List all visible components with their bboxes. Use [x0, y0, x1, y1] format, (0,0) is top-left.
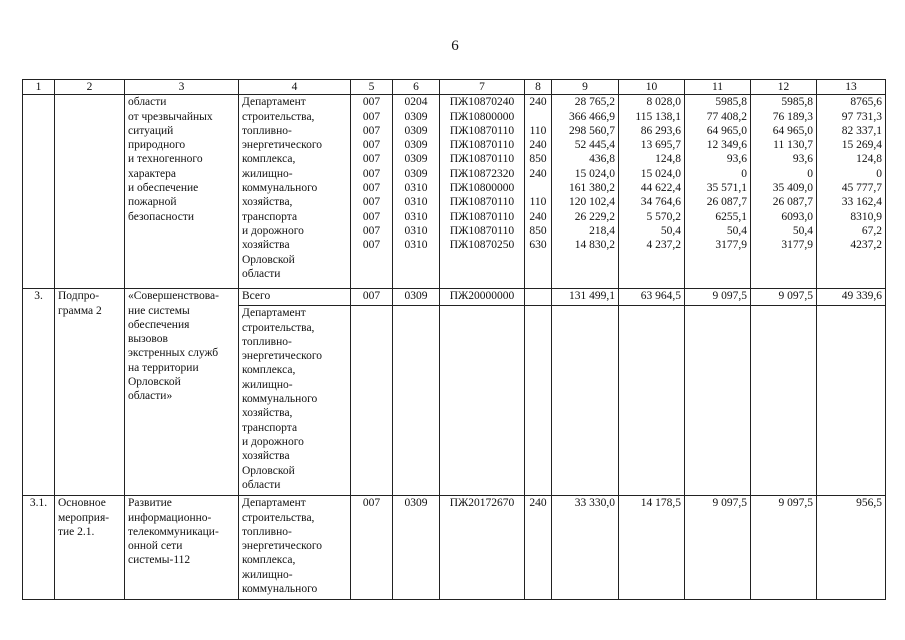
cell-line: 0204: [404, 96, 428, 109]
cell-line: телекоммуникаци-: [128, 525, 219, 538]
cell-col12: 9 097,5: [751, 496, 817, 600]
cell-line: 50,4: [792, 224, 813, 237]
cell-line: 007: [362, 153, 381, 166]
cell-csr: [440, 306, 525, 496]
cell-line: 26 087,7: [706, 196, 747, 209]
table-row: [23, 496, 886, 600]
cell-line: 8 028,0: [646, 96, 681, 109]
column-header: 3: [125, 80, 239, 95]
cell-line: строительства,: [242, 321, 315, 334]
cell-line: коммунального: [242, 583, 318, 596]
cell-line: ПЖ10870110: [449, 139, 515, 152]
cell-name: [125, 95, 239, 289]
cell-line: 115 138,1: [635, 110, 681, 123]
cell-line: хозяйства,: [242, 407, 293, 420]
cell-col9: 131 499,1: [552, 289, 619, 306]
cell-line: хозяйства: [242, 450, 290, 463]
cell-line: 28 765,2: [574, 96, 615, 109]
cell-col13: 49 339,6: [817, 289, 886, 306]
cell-line: жилищно-: [242, 167, 293, 180]
cell-line: ПЖ10870110: [449, 224, 515, 237]
cell-line: 67,2: [861, 224, 882, 237]
page-number: 6: [451, 38, 459, 54]
cell-line: природного: [128, 139, 186, 152]
column-header: 9: [552, 80, 619, 95]
cell-line: 82 337,1: [841, 124, 882, 137]
cell-col12: [751, 306, 817, 496]
cell-line: 0309: [404, 139, 428, 152]
cell-line: коммунального: [242, 182, 318, 195]
cell-line: 4237,2: [850, 239, 882, 252]
column-header: 2: [55, 80, 125, 95]
cell-line: Орловской: [128, 376, 181, 389]
cell-line: 93,6: [726, 153, 747, 166]
cell-col13: [817, 95, 886, 289]
cell-line: 0: [807, 167, 813, 180]
cell-col12: [751, 95, 817, 289]
cell-rzpr: [393, 306, 440, 496]
cell-num: 3.: [23, 289, 55, 496]
cell-vr: [525, 306, 552, 496]
cell-line: строительства,: [242, 110, 315, 123]
cell-col11: [685, 306, 751, 496]
cell-line: коммунального: [242, 393, 318, 406]
cell-line: энергетического: [242, 540, 323, 553]
cell-line: 240: [529, 210, 547, 223]
cell-line: 50,4: [660, 224, 681, 237]
cell-line: 3177,9: [715, 239, 747, 252]
cell-line: 110: [529, 196, 547, 209]
cell-col11: 9 097,5: [685, 289, 751, 306]
cell-line: 007: [362, 224, 381, 237]
cell-col11: 9 097,5: [685, 496, 751, 600]
cell-line: транспорта: [242, 210, 298, 223]
cell-line: ПЖ10870240: [449, 96, 515, 109]
cell-line: хозяйства,: [242, 196, 293, 209]
cell-csr: ПЖ20172670: [440, 496, 525, 600]
cell-line: Развитие: [128, 497, 172, 510]
cell-col12: 9 097,5: [751, 289, 817, 306]
cell-line: [528, 110, 548, 124]
cell-line: Орловской: [242, 464, 295, 477]
cell-line: пожарной: [128, 196, 177, 209]
cell-line: 124,8: [655, 153, 681, 166]
cell-line: 007: [362, 124, 381, 137]
cell-line: 0309: [404, 124, 428, 137]
cell-line: грамма 2: [58, 304, 102, 317]
cell-line: 007: [362, 196, 381, 209]
cell-line: 6093,0: [781, 210, 813, 223]
cell-line: 77 408,2: [706, 110, 747, 123]
cell-line: 850: [529, 224, 547, 237]
cell-line: безопасности: [128, 210, 195, 223]
cell-line: ПЖ10800000: [449, 110, 515, 123]
cell-line: ПЖ10870250: [449, 239, 515, 252]
cell-total-label: Всего: [239, 289, 351, 306]
cell-line: 366 466,9: [569, 110, 615, 123]
cell-csr: ПЖ20000000: [440, 289, 525, 306]
cell-line: 45 777,7: [841, 182, 882, 195]
cell-line: 240: [529, 139, 547, 152]
cell-line: 240: [529, 96, 547, 109]
cell-line: 5985,8: [781, 96, 813, 109]
cell-col10: 63 964,5: [619, 289, 685, 306]
table-row: [23, 289, 886, 306]
cell-line: строительства,: [242, 511, 315, 524]
cell-line: «Совершенствова-: [128, 290, 219, 303]
cell-line: 15 024,0: [574, 167, 615, 180]
cell-line: 0309: [404, 153, 428, 166]
cell-line: ПЖ10872320: [449, 167, 515, 180]
cell-executor: [239, 95, 351, 289]
cell-line: 35 571,1: [706, 182, 747, 195]
cell-line: энергетического: [242, 350, 323, 363]
cell-line: 0310: [404, 182, 428, 195]
cell-line: 0310: [404, 239, 428, 252]
cell-line: 15 269,4: [841, 139, 882, 152]
cell-line: комплекса,: [242, 153, 296, 166]
cell-grbs: 007: [351, 289, 393, 306]
cell-line: 52 445,4: [574, 139, 615, 152]
cell-name: [125, 289, 239, 496]
column-header: 8: [525, 80, 552, 95]
cell-line: 3177,9: [781, 239, 813, 252]
cell-line: ПЖ10870110: [449, 124, 515, 137]
cell-line: 007: [362, 139, 381, 152]
cell-line: области»: [128, 390, 173, 403]
cell-line: системы-112: [128, 554, 191, 567]
cell-col9: 33 330,0: [552, 496, 619, 600]
cell-line: области: [242, 478, 281, 491]
column-header: 7: [440, 80, 525, 95]
cell-line: 35 409,0: [772, 182, 813, 195]
cell-line: 97 731,3: [841, 110, 882, 123]
cell-line: 11 130,7: [773, 139, 813, 152]
cell-line: онной сети: [128, 540, 183, 553]
column-header: 5: [351, 80, 393, 95]
cell-line: жилищно-: [242, 378, 293, 391]
cell-line: 44 622,4: [640, 182, 681, 195]
cell-line: 34 764,6: [640, 196, 681, 209]
cell-vr: [525, 95, 552, 289]
cell-line: характера: [128, 167, 176, 180]
cell-col10: [619, 306, 685, 496]
cell-line: топливно-: [242, 335, 292, 348]
cell-line: и дорожного: [242, 224, 304, 237]
cell-line: 50,4: [726, 224, 747, 237]
cell-col10: [619, 95, 685, 289]
cell-line: 4 237,2: [646, 239, 681, 252]
cell-line: энергетического: [242, 139, 323, 152]
cell-line: 240: [529, 167, 547, 180]
cell-line: 161 380,2: [569, 182, 615, 195]
cell-line: 124,8: [856, 153, 882, 166]
cell-line: области: [242, 267, 281, 280]
cell-status: [55, 496, 125, 600]
cell-line: 26 229,2: [574, 210, 615, 223]
cell-line: транспорта: [242, 421, 298, 434]
cell-line: Подпро-: [58, 290, 100, 303]
cell-line: 007: [362, 167, 381, 180]
cell-line: ние системы: [128, 304, 190, 317]
cell-rzpr: [393, 95, 440, 289]
column-header: 6: [393, 80, 440, 95]
cell-line: 15 024,0: [640, 167, 681, 180]
cell-num: [23, 95, 55, 289]
cell-col9: [552, 95, 619, 289]
cell-line: 93,6: [792, 153, 813, 166]
header-row: [23, 80, 886, 95]
cell-status: [55, 95, 125, 289]
cell-line: 007: [362, 239, 381, 252]
cell-col11: [685, 95, 751, 289]
cell-vr: 240: [525, 496, 552, 600]
cell-line: 007: [362, 210, 381, 223]
cell-line: Департамент: [242, 497, 306, 510]
cell-csr: [440, 95, 525, 289]
cell-rzpr: 0309: [393, 496, 440, 600]
cell-line: 007: [362, 110, 381, 123]
cell-line: хозяйства: [242, 239, 290, 252]
cell-line: 007: [362, 182, 381, 195]
cell-line: от чрезвычайных: [128, 110, 213, 123]
column-header: 4: [239, 80, 351, 95]
cell-line: ПЖ10870110: [449, 210, 515, 223]
cell-col10: 14 178,5: [619, 496, 685, 600]
column-header: 12: [751, 80, 817, 95]
cell-line: 0310: [404, 210, 428, 223]
table-row: [23, 95, 886, 289]
cell-line: 6255,1: [715, 210, 747, 223]
cell-line: ситуаций: [128, 124, 174, 137]
cell-line: 218,4: [589, 224, 615, 237]
cell-line: 8310,9: [850, 210, 882, 223]
cell-line: мероприя-: [58, 511, 110, 524]
cell-num: 3.1.: [23, 496, 55, 600]
cell-line: 120 102,4: [569, 196, 615, 209]
cell-status: [55, 289, 125, 496]
budget-table: [22, 79, 886, 600]
cell-line: Департамент: [242, 96, 306, 109]
cell-line: 26 087,7: [772, 196, 813, 209]
cell-line: информационно-: [128, 511, 212, 524]
cell-name: [125, 496, 239, 600]
cell-line: ПЖ10800000: [449, 182, 515, 195]
column-header: 1: [23, 80, 55, 95]
cell-grbs: [351, 95, 393, 289]
cell-line: вызовов: [128, 333, 168, 346]
cell-vr: [525, 289, 552, 306]
column-header: 13: [817, 80, 886, 95]
cell-line: на территории: [128, 361, 199, 374]
cell-line: топливно-: [242, 124, 292, 137]
cell-line: 64 965,0: [706, 124, 747, 137]
cell-line: 0: [876, 167, 882, 180]
cell-executor: [239, 306, 351, 496]
cell-line: ПЖ10870110: [449, 153, 515, 166]
cell-line: 110: [529, 124, 547, 137]
cell-line: жилищно-: [242, 568, 293, 581]
cell-line: 5 570,2: [646, 210, 681, 223]
cell-line: 850: [529, 153, 547, 166]
cell-grbs: [351, 306, 393, 496]
cell-line: и дорожного: [242, 435, 304, 448]
cell-line: 33 162,4: [841, 196, 882, 209]
cell-line: 8765,6: [850, 96, 882, 109]
cell-line: 12 349,6: [706, 139, 747, 152]
cell-line: 14 830,2: [574, 239, 615, 252]
cell-line: Департамент: [242, 307, 306, 320]
cell-line: комплекса,: [242, 554, 296, 567]
cell-line: 0309: [404, 167, 428, 180]
cell-line: области: [128, 96, 167, 109]
cell-line: 007: [362, 96, 381, 109]
cell-grbs: 007: [351, 496, 393, 600]
cell-line: и техногенного: [128, 153, 203, 166]
cell-line: экстренных служб: [128, 347, 219, 360]
cell-line: 5985,8: [715, 96, 747, 109]
cell-line: 630: [529, 239, 547, 252]
cell-line: 298 560,7: [569, 124, 615, 137]
cell-line: тие 2.1.: [58, 525, 95, 538]
cell-line: 0310: [404, 224, 428, 237]
cell-col9: [552, 306, 619, 496]
cell-executor: [239, 496, 351, 600]
cell-line: 0310: [404, 196, 428, 209]
cell-col13: 956,5: [817, 496, 886, 600]
cell-line: топливно-: [242, 525, 292, 538]
cell-line: [528, 181, 548, 195]
cell-line: комплекса,: [242, 364, 296, 377]
cell-line: 76 189,3: [772, 110, 813, 123]
cell-line: обеспечения: [128, 318, 190, 331]
cell-line: ПЖ10870110: [449, 196, 515, 209]
column-header: 11: [685, 80, 751, 95]
cell-line: 0309: [404, 110, 428, 123]
cell-rzpr: 0309: [393, 289, 440, 306]
cell-line: 0: [741, 167, 747, 180]
cell-line: Основное: [58, 497, 106, 510]
cell-line: 64 965,0: [772, 124, 813, 137]
cell-line: Орловской: [242, 253, 295, 266]
cell-line: 13 695,7: [640, 139, 681, 152]
cell-line: 436,8: [589, 153, 615, 166]
column-header: 10: [619, 80, 685, 95]
cell-line: 86 293,6: [640, 124, 681, 137]
cell-line: и обеспечение: [128, 182, 199, 195]
cell-col13: [817, 306, 886, 496]
